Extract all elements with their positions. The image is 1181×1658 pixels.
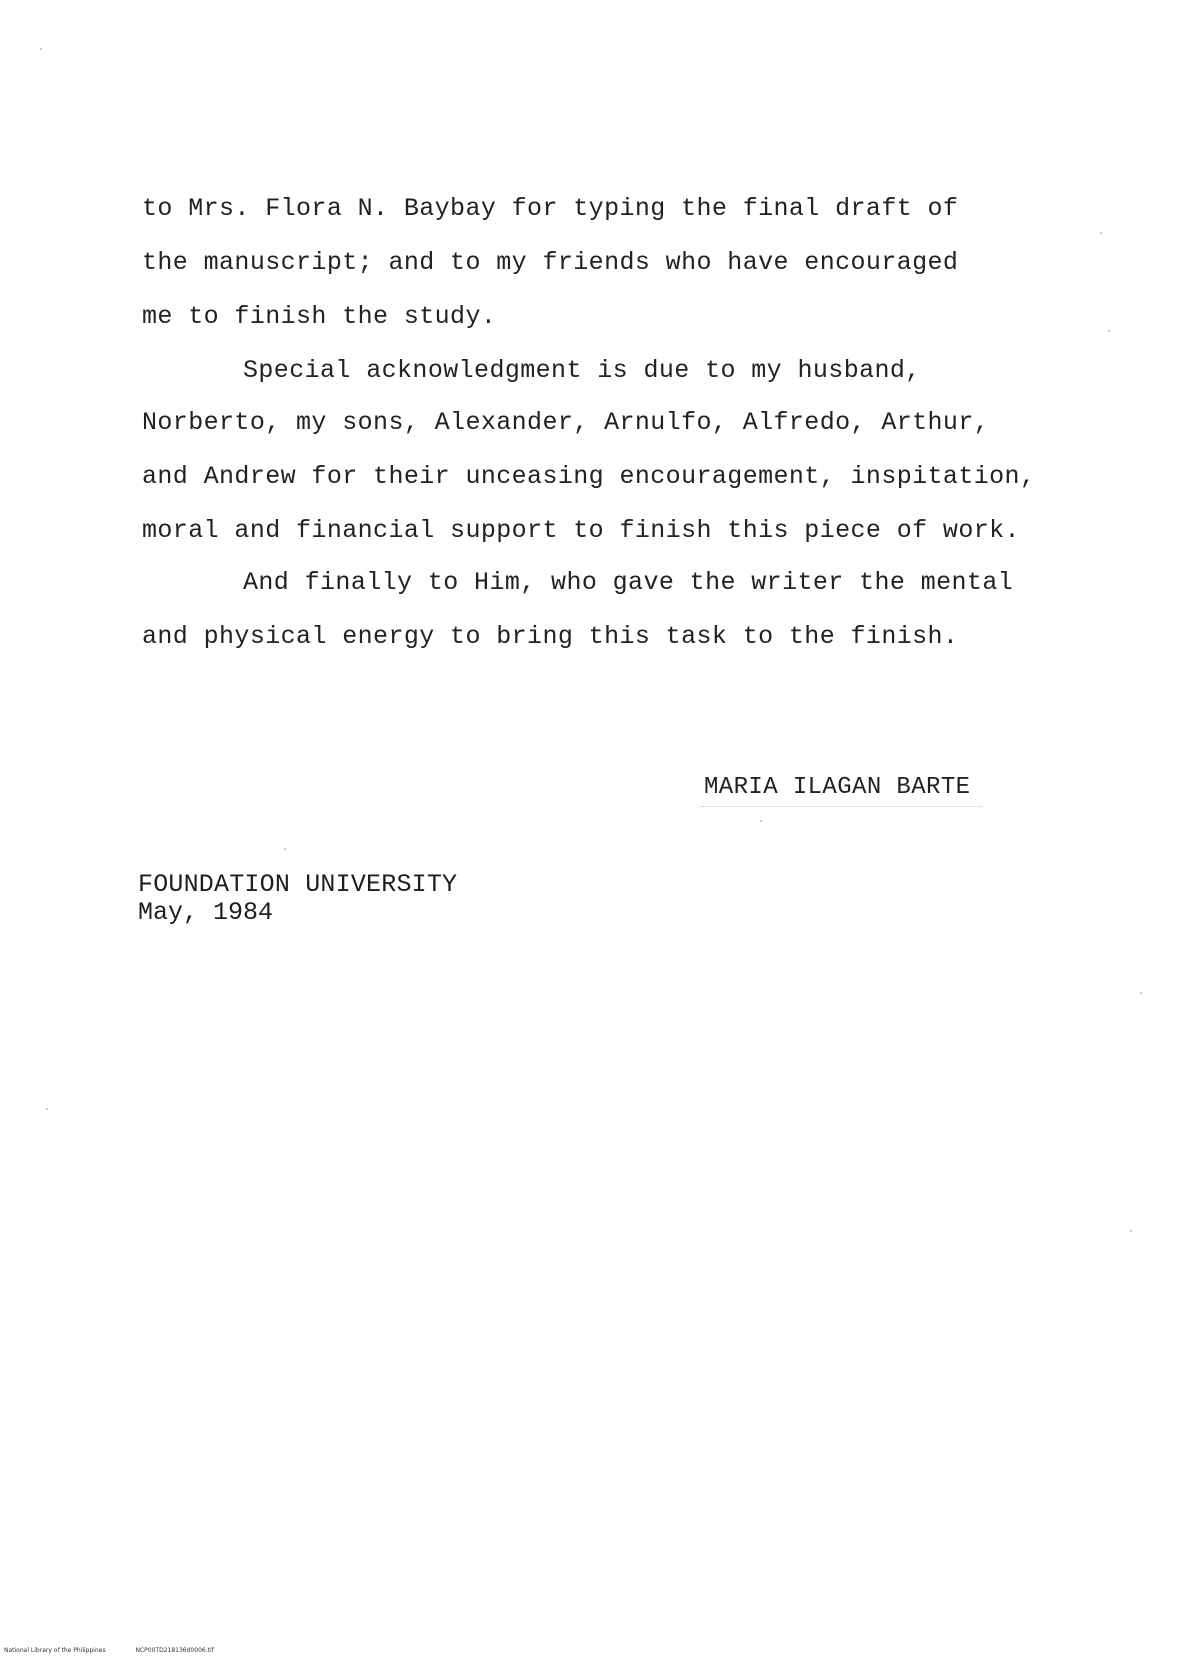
- scan-speck: [1100, 232, 1102, 234]
- body-line-4: Special acknowledgment is due to my husband,: [243, 356, 921, 385]
- institution-name: FOUNDATION UNIVERSITY: [138, 870, 458, 899]
- scan-speck: [1130, 1230, 1132, 1232]
- body-line-3: me to finish the study.: [142, 302, 497, 331]
- scan-speck: [40, 48, 42, 50]
- body-line-5: Norberto, my sons, Alexander, Arnulfo, Alfredo, Arthur,: [142, 408, 990, 437]
- scan-speck: [284, 848, 286, 850]
- document-date: May, 1984: [138, 898, 274, 927]
- body-line-8: And finally to Him, who gave the writer the mental: [243, 568, 1014, 597]
- footer-file: NCP00TD218136d0006.tif: [135, 1647, 214, 1654]
- scan-speck: [46, 1108, 48, 1110]
- body-line-2: the manuscript; and to my friends who have encouraged: [142, 248, 959, 277]
- author-signature: MARIA ILAGAN BARTE: [704, 774, 971, 801]
- scan-speck: [1140, 992, 1142, 994]
- body-line-6: and Andrew for their unceasing encouragement, inspitation,: [142, 462, 1036, 491]
- scan-speck: [760, 820, 762, 822]
- body-line-7: moral and financial support to finish this piece of work.: [142, 516, 1020, 545]
- scan-footer: [4, 1647, 214, 1654]
- scan-speck: [1108, 330, 1110, 332]
- footer-library: National Library of the Philippines: [4, 1647, 106, 1654]
- body-line-1: to Mrs. Flora N. Baybay for typing the final draft of: [142, 194, 959, 223]
- body-line-9: and physical energy to bring this task to the finish.: [142, 622, 959, 651]
